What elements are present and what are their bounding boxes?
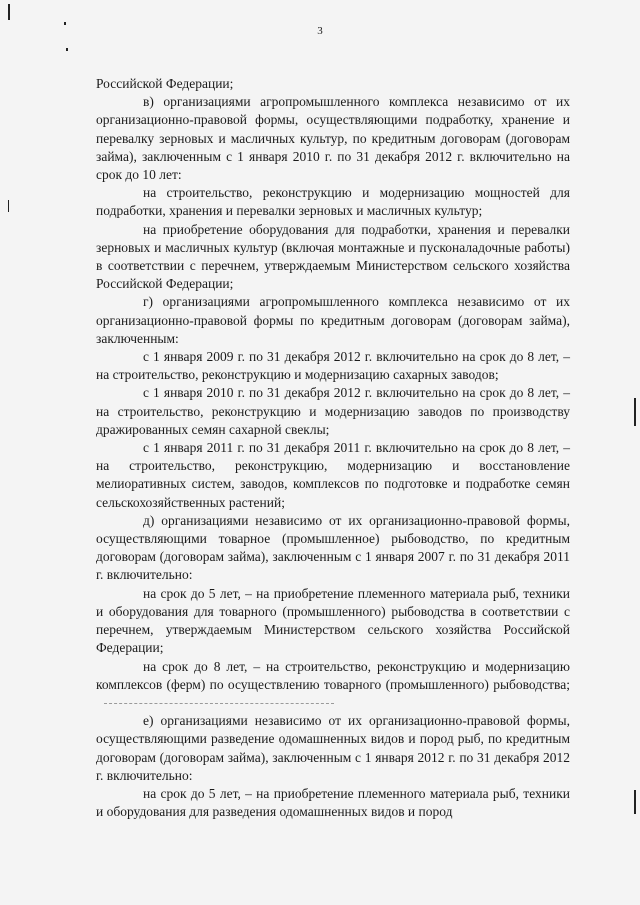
paragraph-11 xyxy=(96,658,570,713)
page-number: 3 xyxy=(317,25,323,37)
scan-mark-left-upper-2 xyxy=(66,48,68,51)
paragraph-12: е) организациями независимо от их организационно-правовой формы, осуществляющими разведение одомашненных видов и пород рыб, по кредитным договорам (договорам займа), заключенным с 1 января 2012 г. по 31 декабря 2012 г. включительно: xyxy=(96,713,570,783)
paragraph-6: с 1 января 2009 г. по 31 декабря 2012 г. включительно на срок до 8 лет, – на строительство, реконструкцию и модернизацию сахарных заводов; xyxy=(96,349,570,383)
paragraph-13: на срок до 5 лет, – на приобретение племенного материала рыб, техники и оборудования для разведения одомашненных видов и пород xyxy=(96,785,570,820)
paragraph-4: на приобретение оборудования для подработки, хранения и перевалки зерновых и масличных культур (включая монтажные и пусконаладочные работы) в соответствии с перечнем, утверждаемым Министерством сельского хозяйства Российской Федерации; xyxy=(96,221,570,292)
dashed-rule xyxy=(104,703,334,705)
scan-mark-left-upper xyxy=(64,22,66,25)
paragraph-7: с 1 января 2010 г. по 31 декабря 2012 г. включительно на срок до 8 лет, – на строительство, реконструкцию и модернизацию заводов по производству дражированных семян сахарной свеклы; xyxy=(96,385,570,437)
document-body xyxy=(96,75,570,821)
scan-mark-right-lower xyxy=(634,790,636,814)
scan-mark-top-left xyxy=(8,4,10,20)
paragraph-1: Российской Федерации; xyxy=(96,76,234,91)
paragraph-5: г) организациями агропромышленного комплекса независимо от их организационно-правовой формы по кредитным договорам (договорам займа), заключенным: xyxy=(96,294,570,346)
scan-mark-left-mid xyxy=(8,200,9,212)
paragraph-8: с 1 января 2011 г. по 31 декабря 2011 г. включительно на срок до 8 лет, – на строительство, реконструкцию, модернизацию и восстановление мелиоративных систем, заводов, комплексов по подготовке и подработке семян сельскохозяйственных растений; xyxy=(96,440,570,510)
paragraph-3: на строительство, реконструкцию и модернизацию мощностей для подработки, хранения и перевалки зерновых и масличных культур; xyxy=(96,185,570,219)
paragraph-9: д) организациями независимо от их организационно-правовой формы, осуществляющими товарное (промышленное) рыбоводство, по кредитным договорам (договорам займа), заключенным с 1 января 2007 г. по 31 декабря 2011 г. включительно: xyxy=(96,512,570,583)
scan-mark-right-mid xyxy=(634,398,636,426)
paragraph-2: в) организациями агропромышленного комплекса независимо от их организационно-правовой формы, осуществляющими подработку, хранение и перевалку зерновых и масличных культур, по кредитным договорам (договорам займа), заключенным с 1 января 2010 г. по 31 декабря 2012 г. включительно на срок до 10 лет: xyxy=(96,94,570,183)
paragraph-11-text: на срок до 8 лет, – на строительство, реконструкцию и модернизацию комплексов (ферм) по осуществлению товарного (промышленного) рыбоводства; xyxy=(96,658,570,692)
paragraph-10: на срок до 5 лет, – на приобретение племенного материала рыб, техники и оборудования для товарного (промышленного) рыбоводства в соответствии с перечнем, утверждаемым Министерством сельского хозяйства Российской Федерации; xyxy=(96,585,570,656)
